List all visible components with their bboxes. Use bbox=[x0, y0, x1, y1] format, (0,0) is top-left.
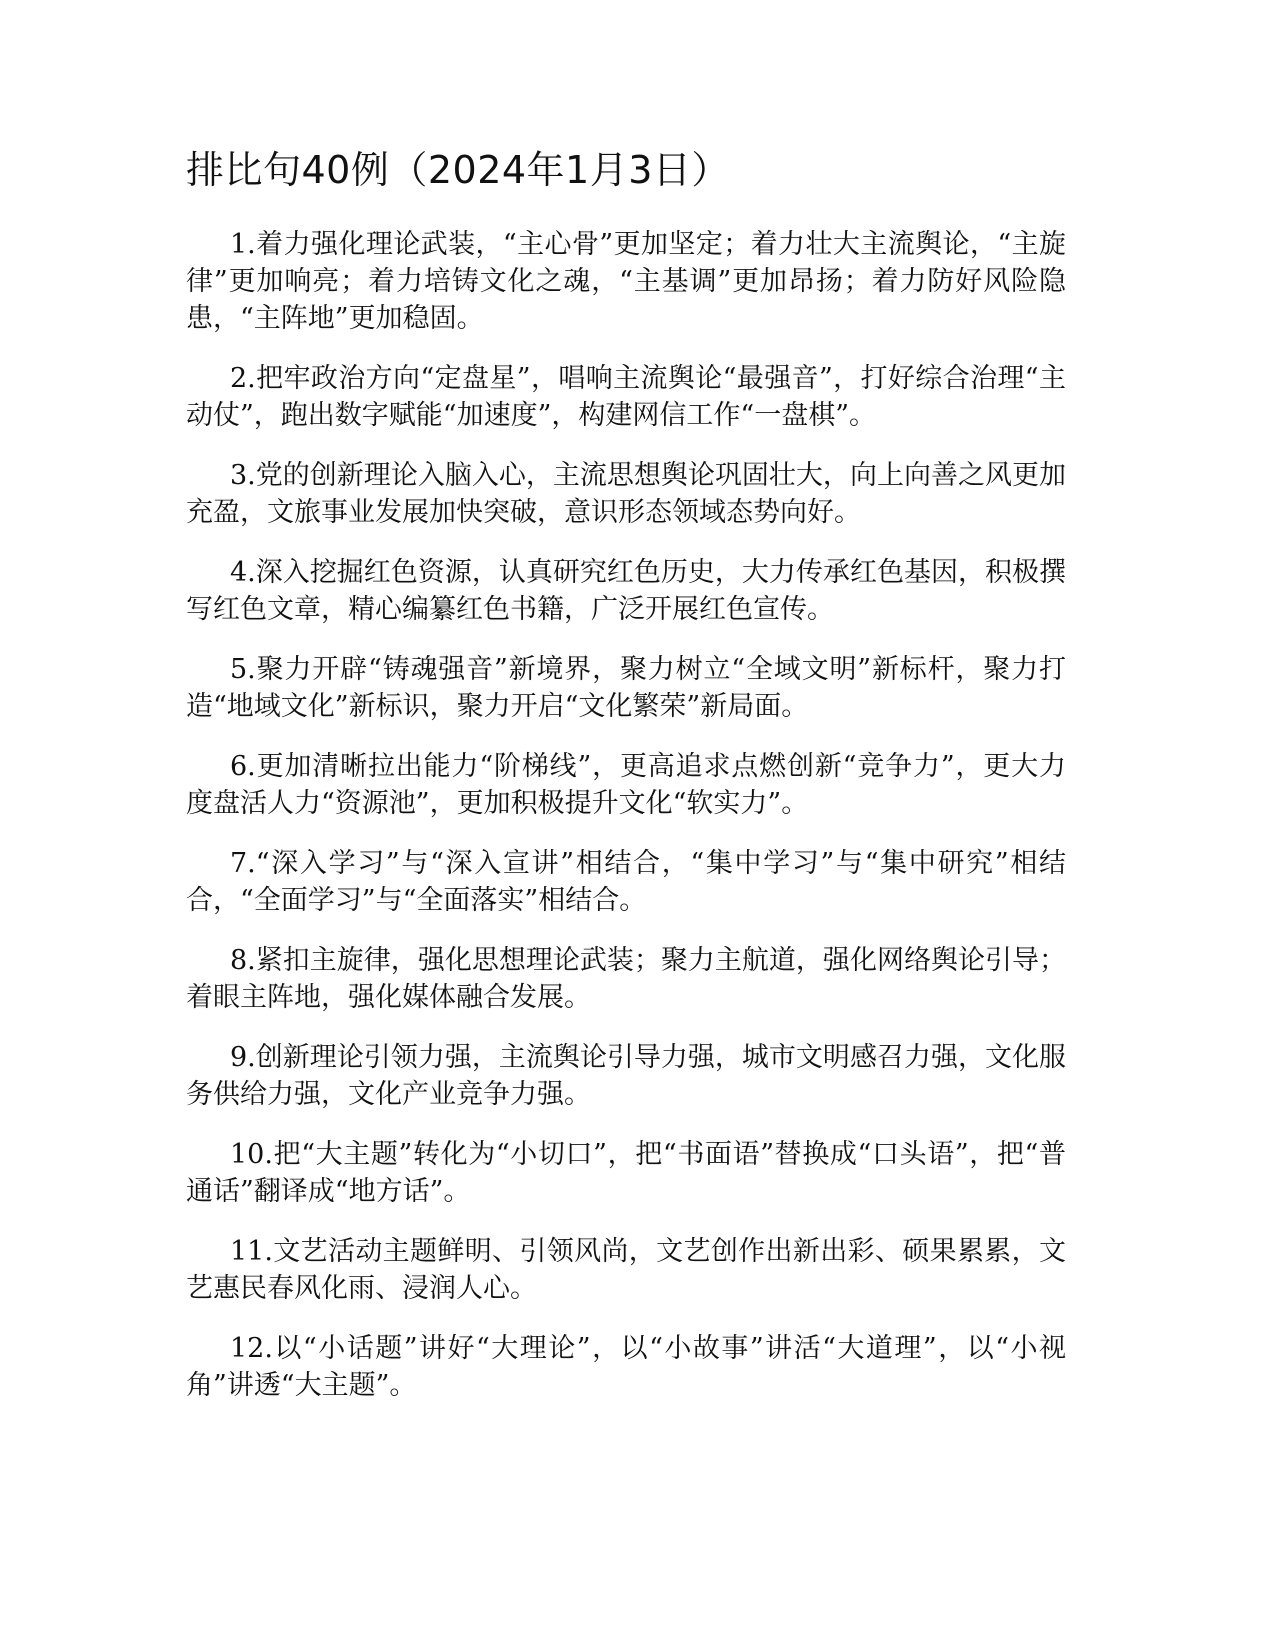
paragraph-3: 3.党的创新理论入脑入心，主流思想舆论巩固壮大，向上向善之风更加充盈，文旅事业发展加快突破，意识形态领域态势向好。 bbox=[186, 460, 1066, 528]
paragraph-7: 7.“深入学习”与“深入宣讲”相结合，“集中学习”与“集中研究”相结合，“全面学习”与“全面落实”相结合。 bbox=[186, 848, 1066, 916]
document-body bbox=[186, 226, 1066, 1427]
paragraph-10: 10.把“大主题”转化为“小切口”，把“书面语”替换成“口头语”，把“普通话”翻译成“地方话”。 bbox=[186, 1139, 1066, 1207]
paragraph-12: 12.以“小话题”讲好“大理论”，以“小故事”讲活“大道理”，以“小视角”讲透“大主题”。 bbox=[186, 1333, 1066, 1401]
paragraph-2: 2.把牢政治方向“定盘星”，唱响主流舆论“最强音”，打好综合治理“主动仗”，跑出数字赋能“加速度”，构建网信工作“一盘棋”。 bbox=[186, 363, 1066, 431]
paragraph-11: 11.文艺活动主题鲜明、引领风尚，文艺创作出新出彩、硕果累累，文艺惠民春风化雨、浸润人心。 bbox=[186, 1236, 1066, 1304]
paragraph-4: 4.深入挖掘红色资源，认真研究红色历史，大力传承红色基因，积极撰写红色文章，精心编纂红色书籍，广泛开展红色宣传。 bbox=[186, 557, 1066, 625]
paragraph-6: 6.更加清晰拉出能力“阶梯线”，更高追求点燃创新“竞争力”，更大力度盘活人力“资源池”，更加积极提升文化“软实力”。 bbox=[186, 751, 1066, 819]
paragraph-5: 5.聚力开辟“铸魂强音”新境界，聚力树立“全域文明”新标杆，聚力打造“地域文化”新标识，聚力开启“文化繁荣”新局面。 bbox=[186, 654, 1066, 722]
paragraph-1: 1.着力强化理论武装，“主心骨”更加坚定；着力壮大主流舆论，“主旋律”更加响亮；着力培铸文化之魂，“主基调”更加昂扬；着力防好风险隐患，“主阵地”更加稳固。 bbox=[186, 229, 1066, 334]
document-title: 排比句40例（2024年1月3日） bbox=[186, 148, 730, 192]
paragraph-8: 8.紧扣主旋律，强化思想理论武装；聚力主航道，强化网络舆论引导；着眼主阵地，强化媒体融合发展。 bbox=[186, 945, 1066, 1013]
paragraph-9: 9.创新理论引领力强，主流舆论引导力强，城市文明感召力强，文化服务供给力强，文化产业竞争力强。 bbox=[186, 1042, 1066, 1110]
